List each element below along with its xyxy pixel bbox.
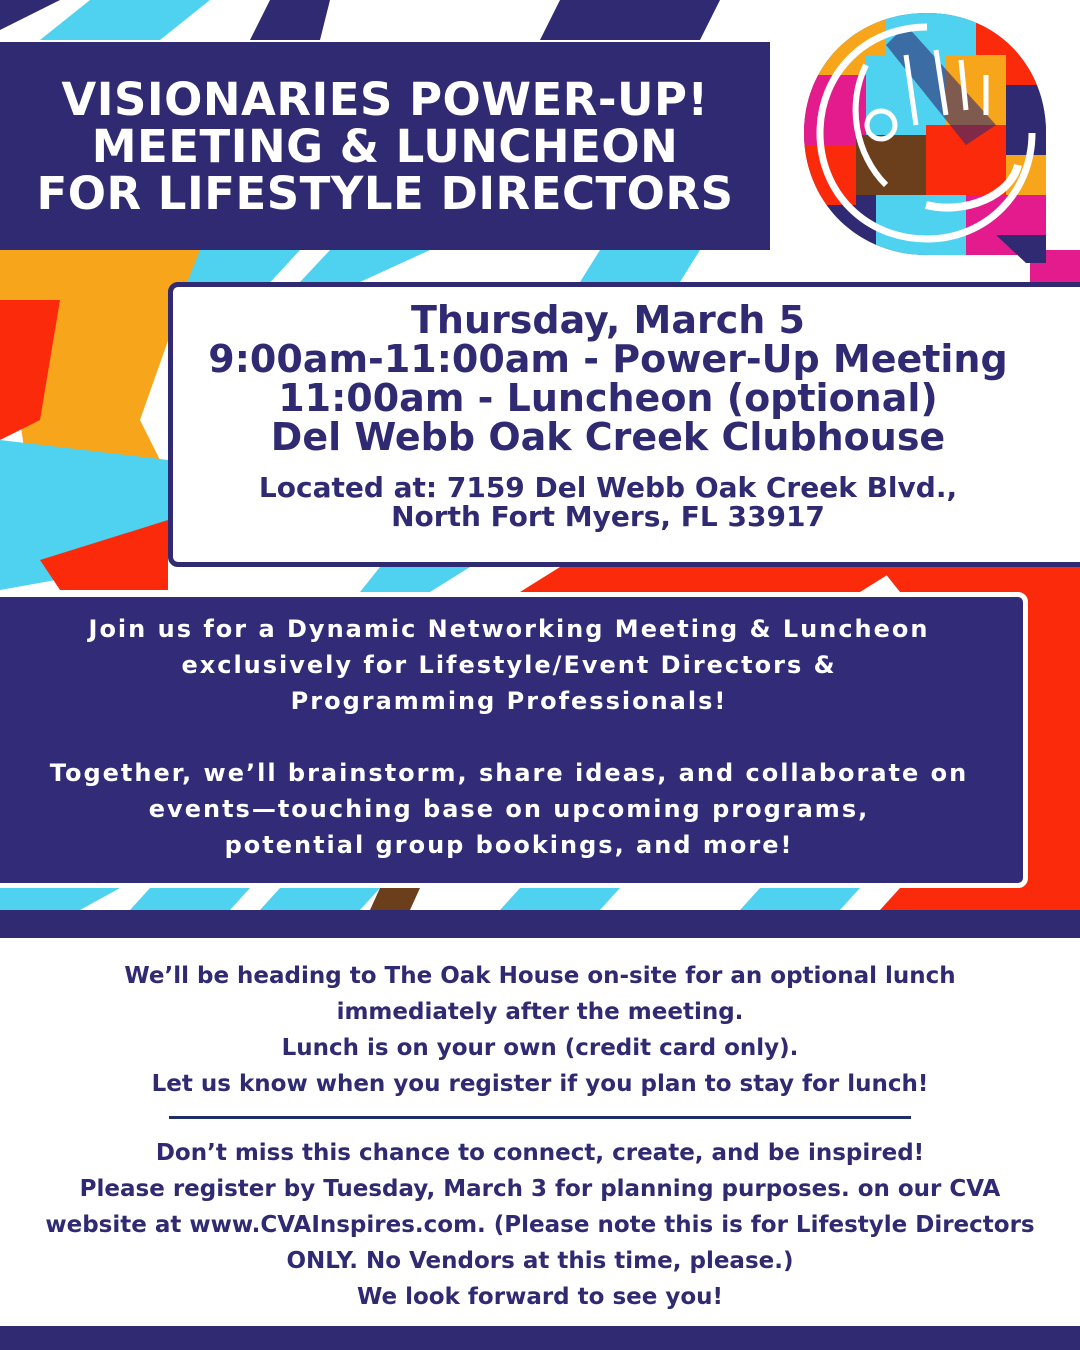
event-date: Thursday, March 5: [411, 298, 805, 342]
register-line-1: Don’t miss this chance to connect, create, and be inspired!: [155, 1140, 925, 1166]
register-line-2: Please register by Tuesday, March 3 for planning purposes. on our CVA: [79, 1176, 1001, 1202]
divider-band-bottom: [0, 1326, 1080, 1350]
event-address-line-2: North Fort Myers, FL 33917: [391, 500, 825, 533]
lunch-line-2: immediately after the meeting.: [336, 999, 744, 1025]
register-line-4: ONLY. No Vendors at this time, please.): [286, 1248, 794, 1274]
invite-para1-line-2: exclusively for Lifestyle/Event Directors &: [181, 651, 837, 679]
title-line-1: VISIONARIES POWER-UP!: [61, 73, 709, 126]
divider-band-top: [0, 910, 1080, 938]
title-banner: [0, 42, 770, 250]
title-line-3: FOR LIFESTYLE DIRECTORS: [36, 167, 734, 220]
lunch-and-registration-info: [0, 958, 1080, 1315]
event-address-line-1: Located at: 7159 Del Webb Oak Creek Blvd.,: [258, 471, 958, 504]
section-divider: [169, 1116, 911, 1119]
register-line-5: We look forward to see you!: [356, 1284, 724, 1310]
lunch-line-3: Lunch is on your own (credit card only).: [281, 1035, 799, 1061]
cva-logo-icon: [796, 5, 1058, 263]
event-venue: Del Webb Oak Creek Clubhouse: [270, 415, 946, 459]
event-meeting-time: 9:00am-11:00am - Power-Up Meeting: [208, 337, 1008, 381]
lunch-line-4: Let us know when you register if you plan to stay for lunch!: [151, 1071, 929, 1097]
invite-para2-line-3: potential group bookings, and more!: [224, 831, 794, 859]
invite-para2-line-1: Together, we’ll brainstorm, share ideas, and collaborate on: [49, 759, 969, 787]
invitation-box: [0, 592, 1028, 888]
title-line-2: MEETING & LUNCHEON: [91, 120, 679, 173]
event-luncheon-time: 11:00am - Luncheon (optional): [278, 376, 938, 420]
event-details-box: [168, 282, 1080, 567]
invite-para1-line-3: Programming Professionals!: [290, 687, 728, 715]
lunch-line-1: We’ll be heading to The Oak House on-site for an optional lunch: [124, 963, 956, 989]
register-line-3: website at www.CVAInspires.com. (Please note this is for Lifestyle Directors: [45, 1212, 1035, 1238]
invite-para2-line-2: events—touching base on upcoming programs,: [148, 795, 870, 823]
invite-para1-line-1: Join us for a Dynamic Networking Meeting & Luncheon: [88, 615, 930, 643]
